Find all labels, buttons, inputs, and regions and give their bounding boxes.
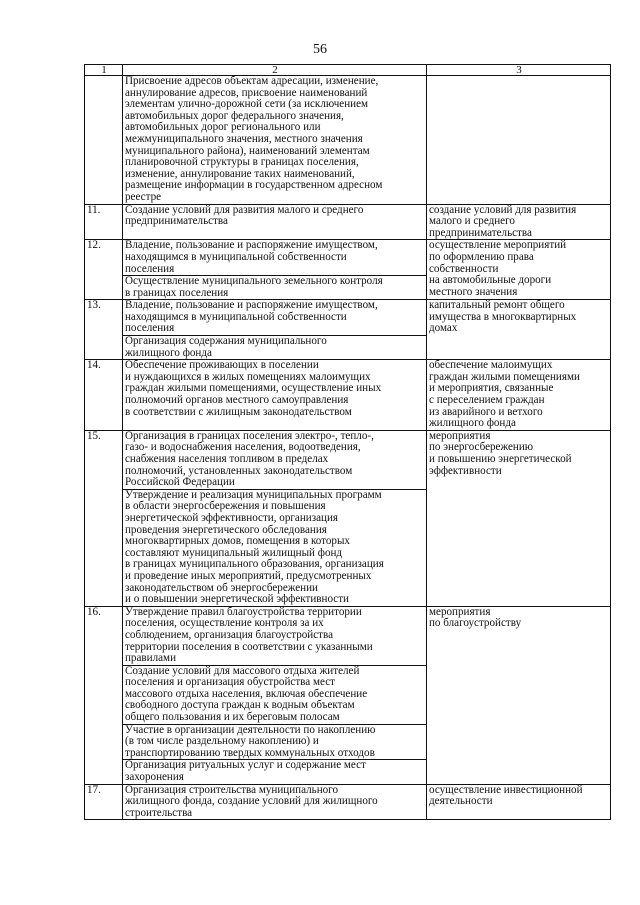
measure-cell: обеспечение малоимущих граждан жилыми помещениями и мероприятия, связанные с переселением граждан из аварийного и ветхого жилищного фонда (427, 360, 611, 431)
column-header-3: 3 (427, 65, 611, 76)
competence-item: Участие в организации деятельности по накоплению (в том числе раздельному накоплению) и транспортированию твердых коммунальных отходов (123, 724, 427, 760)
row-number: 11. (85, 204, 123, 240)
row-number: 16. (85, 606, 123, 784)
row-number: 14. (85, 360, 123, 431)
competence-item: Осуществление муниципального земельного контроля в границах поселения (123, 276, 427, 300)
measure-cell: создание условий для развития малого и среднего предпринимательства (427, 204, 611, 240)
measure-cell: мероприятия по благоустройству (427, 606, 611, 784)
row-number: 13. (85, 300, 123, 360)
table-row (85, 430, 611, 489)
table-row (85, 360, 611, 431)
measure-cell (427, 76, 611, 205)
competence-item: Владение, пользование и распоряжение имуществом, находящимся в муниципальной собственности поселения (123, 240, 427, 276)
competence-item: Присвоение адресов объектам адресации, изменение, аннулирование адресов, присвоение наименований элементам улично-дорожной сети (за исключением автомобильных дорог федерального значения, автомобильных дорог регионального или межмуниципального значения, местного значения муниципального района), наименований элементам планировочной структуры в границах поселения, изменение, аннулирование таких наименований, размещение информации в государственном адресном реестре (123, 76, 427, 205)
competence-item: Создание условий для развития малого и среднего предпринимательства (123, 204, 427, 240)
row-number: 15. (85, 430, 123, 606)
column-header-2: 2 (123, 65, 427, 76)
table-row (85, 606, 611, 665)
competence-item: Организация содержания муниципального жилищного фонда (123, 336, 427, 360)
table-row (85, 300, 611, 336)
measure-cell: мероприятия по энергосбережению и повышению энергетической эффективности (427, 430, 611, 606)
competence-item: Утверждение правил благоустройства территории поселения, осуществление контроля за их соблюдением, организация благоустройства территории поселения в соответствии с указанными правилами (123, 606, 427, 665)
competence-item: Обеспечение проживающих в поселении и нуждающихся в жилых помещениях малоимущих граждан жилыми помещениями, осуществление иных полномочий органов местного самоуправления в соответствии с жилищным законодательством (123, 360, 427, 431)
page-number: 56 (313, 42, 327, 57)
competence-item: Утверждение и реализация муниципальных программ в области энергосбережения и повышения энергетической эффективности, организация проведения энергетического обследования многоквартирных домов, помещения в которых составляют муниципальный жилищный фонд в границах муниципального образования, организация и проведение иных мероприятий, предусмотренных законодательством об энергосбережении и о повышении энергетической эффективности (123, 489, 427, 606)
measure-cell: осуществление мероприятий по оформлению права собственности на автомобильные дороги местного значения (427, 240, 611, 300)
table-row (85, 240, 611, 276)
competence-item: Владение, пользование и распоряжение имуществом, находящимся в муниципальной собственности поселения (123, 300, 427, 336)
competence-item: Организация ритуальных услуг и содержание мест захоронения (123, 760, 427, 784)
table-row (85, 204, 611, 240)
row-number: 12. (85, 240, 123, 300)
row-number: 17. (85, 784, 123, 820)
table-row (85, 76, 611, 205)
table-row (85, 784, 611, 820)
row-number (85, 76, 123, 205)
measure-cell: капитальный ремонт общего имущества в многоквартирных домах (427, 300, 611, 360)
column-header-1: 1 (85, 65, 123, 76)
competence-item: Организация строительства муниципального жилищного фонда, создание условий для жилищного строительства (123, 784, 427, 820)
competence-table (84, 64, 611, 820)
competence-item: Создание условий для массового отдыха жителей поселения и организация обустройства мест массового отдыха населения, включая обеспечение свободного доступа граждан к водным объектам общего пользования и их береговым полосам (123, 665, 427, 724)
competence-item: Организация в границах поселения электро-, тепло-, газо- и водоснабжения населения, водоотведения, снабжения населения топливом в пределах полномочий, установленных законодательством Российской Федерации (123, 430, 427, 489)
table-header-row (85, 65, 611, 76)
measure-cell: осуществление инвестиционной деятельности (427, 784, 611, 820)
